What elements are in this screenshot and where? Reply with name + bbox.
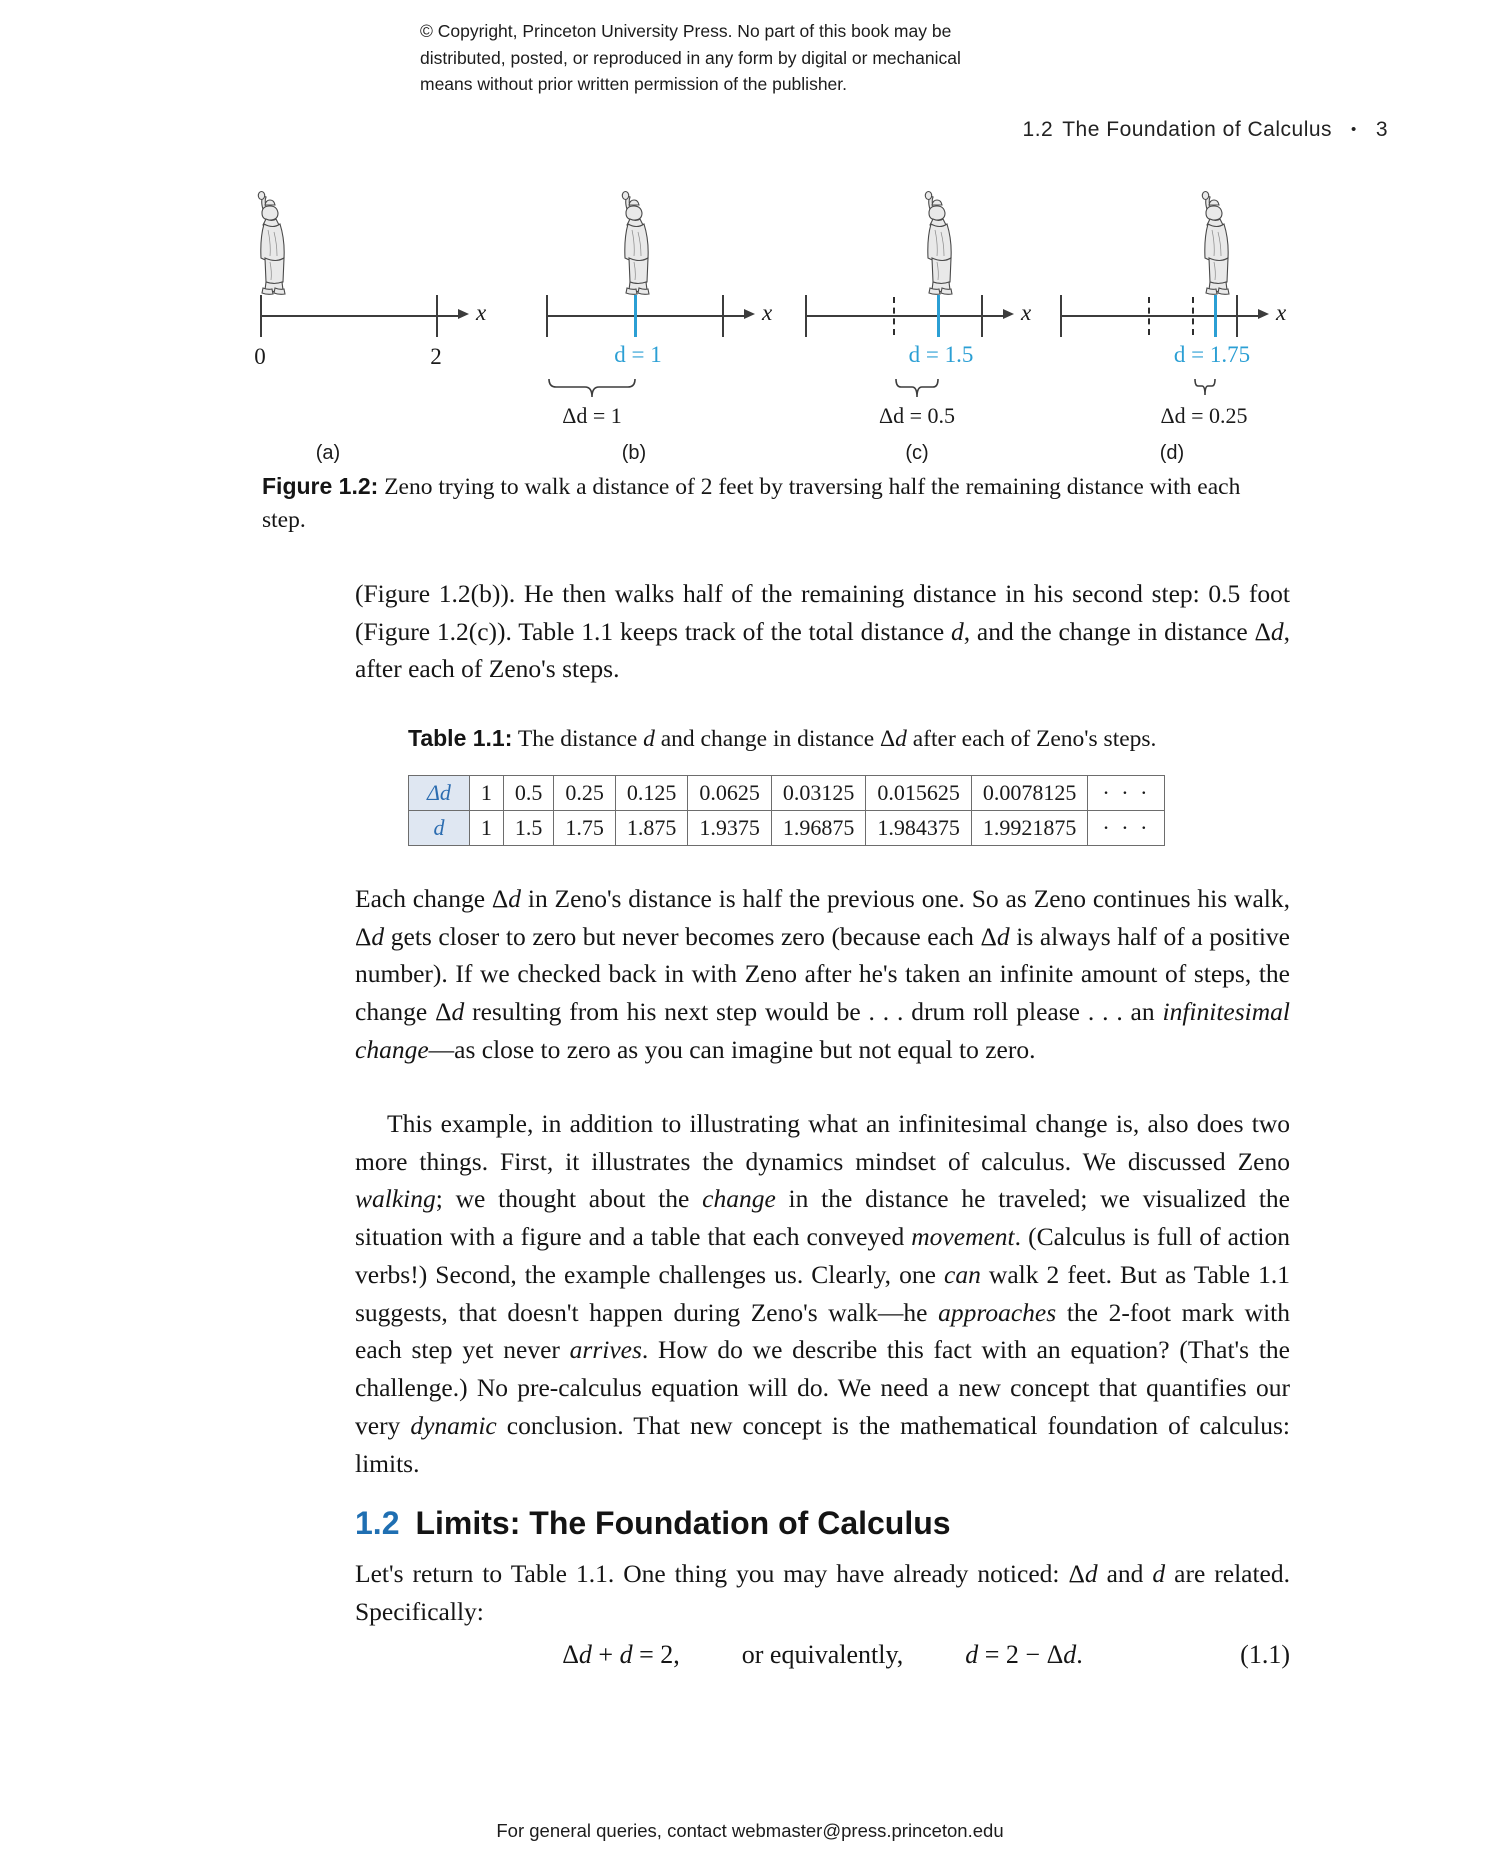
equation-1-1 [355, 1640, 1290, 1670]
cell-d-4: 1.875 [615, 811, 688, 846]
running-head [1023, 118, 1388, 142]
cell-d-2: 1.5 [503, 811, 554, 846]
table-body [409, 776, 1165, 846]
number-line-axis [805, 315, 1005, 317]
number-line-axis [546, 315, 746, 317]
zeno-figure-icon [1188, 188, 1240, 296]
section-number: 1.2 [355, 1505, 400, 1541]
axis-tick-label-2: 2 [430, 344, 442, 369]
equation-row [355, 1640, 1290, 1670]
axis-tick-start [1060, 295, 1062, 337]
page-number: 3 [1375, 118, 1388, 141]
panel-label-b: (b) [621, 442, 647, 464]
cell-d-3: 1.75 [554, 811, 616, 846]
panel-label-d: (d) [1159, 442, 1185, 464]
delta-d-label: Δd = 0.5 [878, 403, 956, 428]
axis-tick-end [436, 295, 438, 337]
table-caption [408, 725, 1288, 753]
paragraph-lets-return: Let's return to Table 1.1. One thing you may have already noticed: Δd and d are related. Specifically: [355, 1559, 1290, 1626]
distance-label: d = 1.5 [908, 342, 974, 367]
copyright-notice [420, 18, 1080, 98]
position-tick-current [1214, 295, 1217, 337]
axis-variable-label: x [1021, 300, 1032, 325]
equation-number: (1.1) [1240, 1640, 1290, 1669]
equation-connector: or equivalently, [741, 1640, 904, 1669]
equation-right-side: d = 2 − Δd. [965, 1640, 1083, 1669]
previous-position-tick-1 [1148, 297, 1150, 335]
cell-delta-d-3: 0.25 [554, 776, 616, 811]
cell-d-6: 1.96875 [771, 811, 866, 846]
table-caption-text: The distance d and change in distance Δd after each of Zeno's steps. [512, 726, 1157, 752]
zeno-figure-icon [608, 188, 660, 296]
table-row [409, 776, 1165, 811]
running-head-title: The Foundation of Calculus [1062, 118, 1333, 141]
axis-arrowhead [1258, 309, 1269, 319]
number-line-axis [1060, 315, 1260, 317]
position-tick-current [937, 295, 940, 337]
previous-position-tick [893, 297, 895, 335]
delta-brace [895, 378, 939, 400]
distance-label: d = 1 [614, 342, 662, 367]
distance-label: d = 1.75 [1173, 342, 1251, 367]
panel-label-a: (a) [315, 442, 341, 464]
table-caption-label: Table 1.1: [408, 725, 513, 751]
cell-d-8: 1.9921875 [971, 811, 1088, 846]
position-tick-current [634, 295, 637, 337]
page-footer: For general queries, contact webmaster@press.princeton.edu [496, 1820, 1004, 1841]
figure-caption [262, 470, 1282, 538]
cell-delta-d-1: 1 [469, 776, 503, 811]
axis-arrowhead [744, 309, 755, 319]
delta-d-label: Δd = 0.25 [1160, 403, 1248, 428]
table-1-1 [408, 775, 1165, 846]
cell-delta-d-7: 0.015625 [866, 776, 972, 811]
figure-panel-c [805, 150, 1065, 464]
cell-d-1: 1 [469, 811, 503, 846]
paragraph-intro: (Figure 1.2(b)). He then walks half of the remaining distance in his second step: 0.5 foot (Figure 1.2(c)). Table 1.1 keeps track of the total distance d, and the change in distance Δd, after each of Zeno's steps. [355, 579, 1290, 684]
delta-brace [1194, 378, 1216, 400]
number-line-axis [260, 315, 460, 317]
figure-1-2 [0, 150, 1500, 464]
figure-caption-text: Zeno trying to walk a distance of 2 feet by traversing half the remaining distance with each step. [262, 474, 1241, 534]
axis-tick-end [1236, 295, 1238, 337]
figure-caption-label: Figure 1.2: [262, 473, 379, 499]
copyright-line-1: © Copyright, Princeton University Press. No part of this book may be [420, 21, 952, 41]
cell-d-5: 1.9375 [688, 811, 772, 846]
copyright-line-2: distributed, posted, or reproduced in any form by digital or mechanical [420, 47, 961, 68]
table-row [409, 811, 1165, 846]
delta-d-label: Δd = 1 [562, 403, 622, 428]
figure-panel-b [546, 150, 806, 464]
axis-variable-label: x [1276, 300, 1287, 325]
zeno-figure-icon [244, 188, 296, 296]
equation-left-side: Δd + d = 2, [562, 1640, 680, 1669]
axis-arrowhead [1003, 309, 1014, 319]
delta-brace [548, 378, 636, 400]
axis-arrowhead [458, 309, 469, 319]
row-header-delta-d: Δd [409, 776, 470, 811]
paragraph-each-change: Each change Δd in Zeno's distance is half the previous one. So as Zeno continues his walk, Δd gets closer to zero but never becomes zero (because each Δd is always half of a positive number). If we checked back in with Zeno after he's taken an infinite amount of steps, the change Δd resulting from his next step would be . . . drum roll please . . . an infinitesimal change—as close to zero as you can imagine but not equal to zero. [355, 884, 1290, 1064]
axis-tick-end [722, 295, 724, 337]
figure-panel-d [1060, 150, 1320, 464]
cell-delta-d-8: 0.0078125 [971, 776, 1088, 811]
zeno-figure-icon [911, 188, 963, 296]
cell-delta-d-2: 0.5 [503, 776, 554, 811]
axis-variable-label: x [476, 300, 487, 325]
cell-delta-d-5: 0.0625 [688, 776, 772, 811]
row-header-d: d [409, 811, 470, 846]
previous-position-tick-2 [1192, 297, 1194, 335]
cell-delta-d-ellipsis: · · · [1088, 776, 1165, 811]
panel-label-c: (c) [905, 442, 929, 464]
axis-tick-start [546, 295, 548, 337]
running-head-section-number: 1.2 [1022, 118, 1054, 141]
axis-variable-label: x [762, 300, 773, 325]
paragraph-this-example: This example, in addition to illustrating what an infinitesimal change is, also does two more things. First, it illustrates the dynamics mindset of calculus. We discussed Zeno walking; we thought about the change in the distance he traveled; we visualized the situation with a figure and a table that each conveyed movement. (Calculus is full of action verbs!) Second, the example challenges us. Clearly, one can walk 2 feet. But as Table 1.1 suggests, that doesn't happen during Zeno's walk—he approaches the 2-foot mark with each step yet never arrives. How do we describe this fact with an equation? (That's the challenge.) No pre-calculus equation will do. We need a new concept that quantifies our very dynamic conclusion. That new concept is the mathematical foundation of calculus: limits. [355, 1109, 1291, 1478]
axis-tick-start [260, 295, 262, 337]
copyright-line-3: means without prior written permission of the publisher. [420, 74, 848, 95]
axis-tick-label-0: 0 [254, 344, 266, 369]
figure-panel-a [254, 150, 520, 464]
section-heading [355, 1505, 951, 1542]
cell-delta-d-6: 0.03125 [771, 776, 866, 811]
section-title: Limits: The Foundation of Calculus [415, 1505, 951, 1541]
cell-d-ellipsis: · · · [1088, 811, 1165, 846]
running-head-separator: • [1351, 121, 1357, 138]
axis-tick-end [981, 295, 983, 337]
cell-d-7: 1.984375 [866, 811, 972, 846]
cell-delta-d-4: 0.125 [615, 776, 688, 811]
axis-tick-start [805, 295, 807, 337]
